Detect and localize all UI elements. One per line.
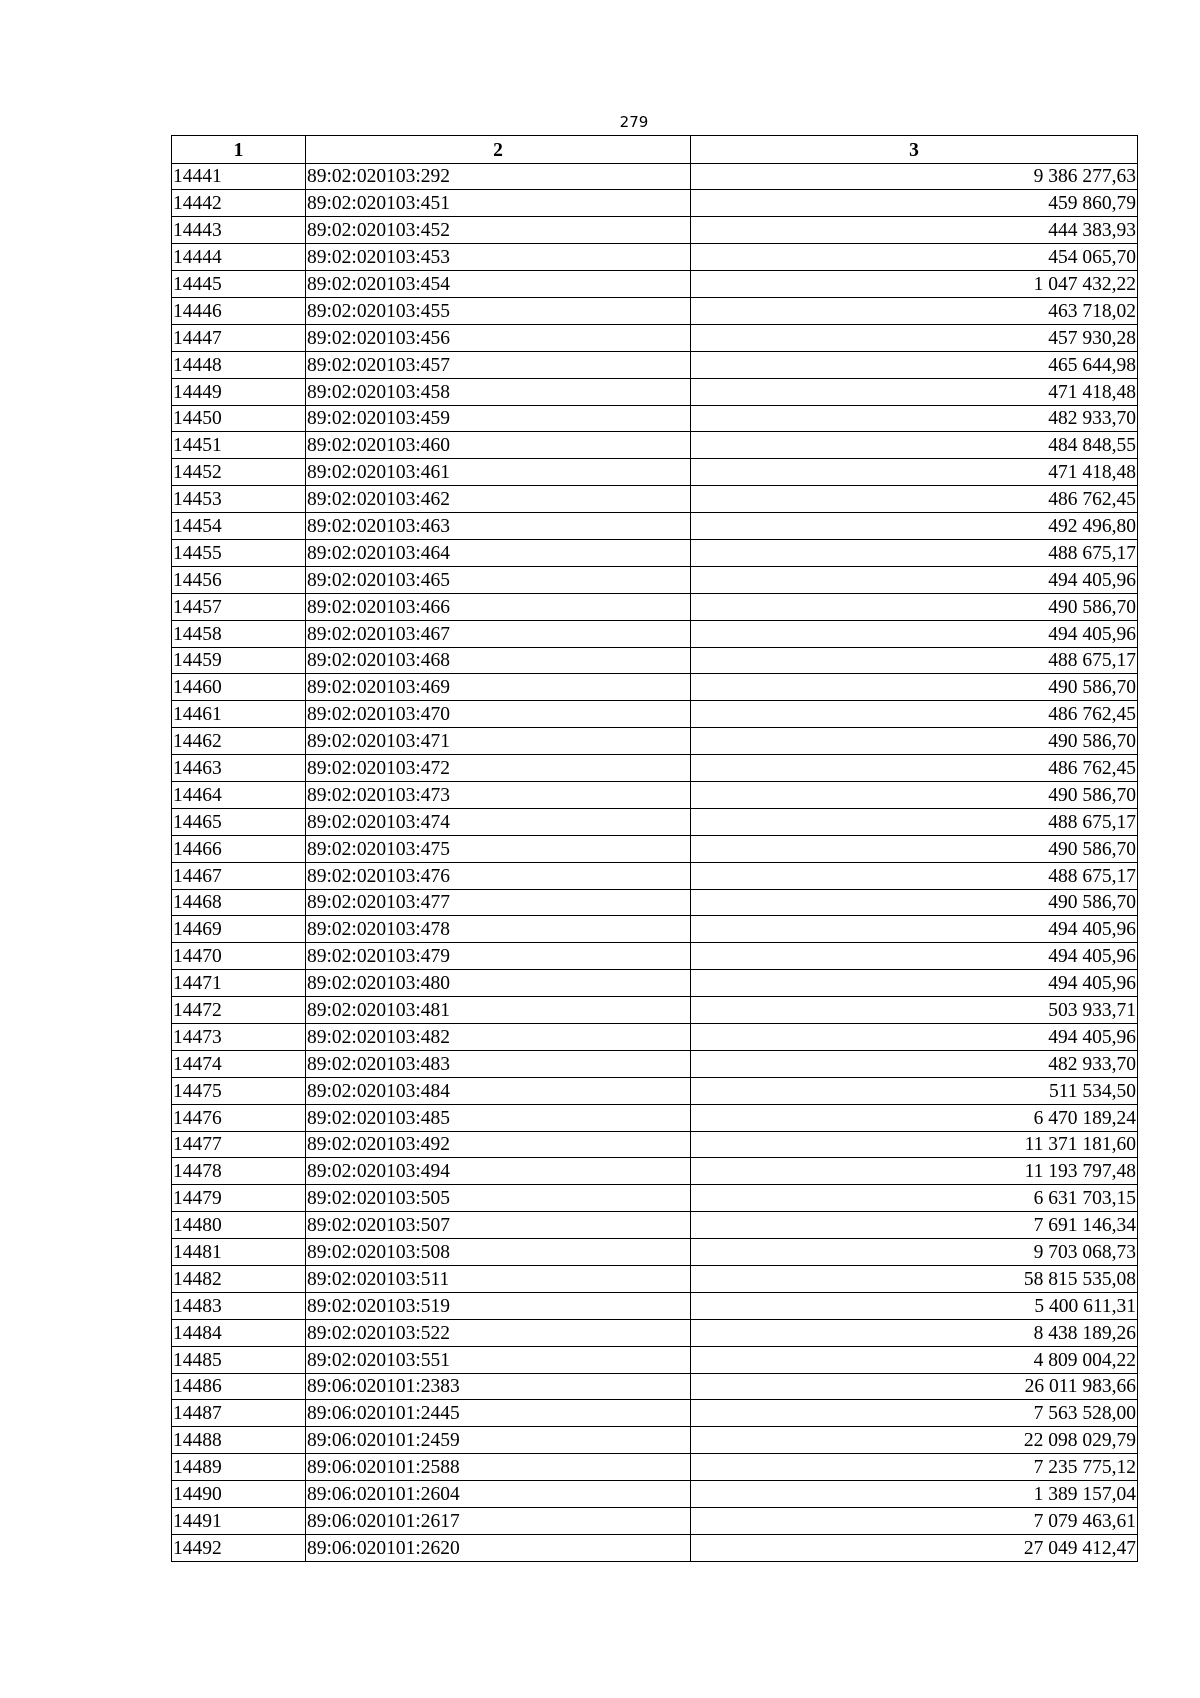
row-number-cell: 14492 (172, 1534, 306, 1561)
row-number-cell: 14489 (172, 1454, 306, 1481)
table-row (172, 459, 1138, 486)
cadastral-value-cell: 488 675,17 (691, 862, 1138, 889)
cadastral-value-cell: 8 438 189,26 (691, 1319, 1138, 1346)
table-row (172, 1481, 1138, 1508)
table-row (172, 1212, 1138, 1239)
cadastral-number-cell: 89:02:020103:458 (306, 378, 691, 405)
cadastral-value-cell: 1 047 432,22 (691, 271, 1138, 298)
cadastral-value-cell: 486 762,45 (691, 755, 1138, 782)
cadastral-number-cell: 89:02:020103:505 (306, 1185, 691, 1212)
row-number-cell: 14443 (172, 217, 306, 244)
cadastral-number-cell: 89:02:020103:471 (306, 728, 691, 755)
table-row (172, 755, 1138, 782)
table-row (172, 297, 1138, 324)
row-number-cell: 14460 (172, 674, 306, 701)
table-row (172, 1427, 1138, 1454)
cadastral-number-cell: 89:02:020103:476 (306, 862, 691, 889)
cadastral-number-cell: 89:02:020103:456 (306, 324, 691, 351)
table-row (172, 835, 1138, 862)
row-number-cell: 14483 (172, 1292, 306, 1319)
table-row (172, 1454, 1138, 1481)
cadastral-number-cell: 89:02:020103:482 (306, 1024, 691, 1051)
cadastral-value-cell: 482 933,70 (691, 405, 1138, 432)
row-number-cell: 14467 (172, 862, 306, 889)
cadastral-value-cell: 9 703 068,73 (691, 1239, 1138, 1266)
cadastral-value-cell: 471 418,48 (691, 378, 1138, 405)
cadastral-number-cell: 89:02:020103:453 (306, 244, 691, 271)
table-row (172, 378, 1138, 405)
table-row (172, 1024, 1138, 1051)
cadastral-value-cell: 11 371 181,60 (691, 1131, 1138, 1158)
cadastral-number-cell: 89:02:020103:470 (306, 701, 691, 728)
cadastral-number-cell: 89:02:020103:474 (306, 808, 691, 835)
cadastral-value-cell: 490 586,70 (691, 835, 1138, 862)
cadastral-value-cell: 494 405,96 (691, 1024, 1138, 1051)
cadastral-number-cell: 89:02:020103:464 (306, 539, 691, 566)
table-row (172, 1400, 1138, 1427)
cadastral-value-cell: 471 418,48 (691, 459, 1138, 486)
cadastral-number-cell: 89:02:020103:460 (306, 432, 691, 459)
row-number-cell: 14442 (172, 190, 306, 217)
table-row (172, 593, 1138, 620)
table-row (172, 808, 1138, 835)
row-number-cell: 14486 (172, 1373, 306, 1400)
table-row (172, 1185, 1138, 1212)
cadastral-value-cell: 488 675,17 (691, 539, 1138, 566)
row-number-cell: 14453 (172, 486, 306, 513)
cadastral-value-cell: 22 098 029,79 (691, 1427, 1138, 1454)
cadastral-number-cell: 89:02:020103:467 (306, 620, 691, 647)
cadastral-number-cell: 89:02:020103:480 (306, 970, 691, 997)
table-body (172, 163, 1138, 1561)
cadastral-value-cell: 7 235 775,12 (691, 1454, 1138, 1481)
cadastral-value-cell: 482 933,70 (691, 1050, 1138, 1077)
cadastral-number-cell: 89:02:020103:483 (306, 1050, 691, 1077)
row-number-cell: 14487 (172, 1400, 306, 1427)
cadastral-number-cell: 89:02:020103:519 (306, 1292, 691, 1319)
cadastral-value-cell: 7 079 463,61 (691, 1508, 1138, 1535)
row-number-cell: 14444 (172, 244, 306, 271)
cadastral-value-cell: 488 675,17 (691, 808, 1138, 835)
table-row (172, 539, 1138, 566)
table-row (172, 1266, 1138, 1293)
cadastral-number-cell: 89:02:020103:551 (306, 1346, 691, 1373)
cadastral-value-cell: 490 586,70 (691, 674, 1138, 701)
row-number-cell: 14475 (172, 1077, 306, 1104)
table-row (172, 1104, 1138, 1131)
row-number-cell: 14441 (172, 163, 306, 190)
cadastral-value-cell: 58 815 535,08 (691, 1266, 1138, 1293)
cadastral-value-cell: 492 496,80 (691, 513, 1138, 540)
row-number-cell: 14470 (172, 943, 306, 970)
table-row (172, 486, 1138, 513)
table-row (172, 1077, 1138, 1104)
table-row (172, 1239, 1138, 1266)
cadastral-value-cell: 7 691 146,34 (691, 1212, 1138, 1239)
cadastral-number-cell: 89:02:020103:465 (306, 566, 691, 593)
cadastral-value-cell: 490 586,70 (691, 593, 1138, 620)
table-row (172, 1373, 1138, 1400)
cadastral-value-table (171, 135, 1138, 1562)
table-row (172, 970, 1138, 997)
cadastral-value-cell: 459 860,79 (691, 190, 1138, 217)
cadastral-number-cell: 89:02:020103:455 (306, 297, 691, 324)
cadastral-value-cell: 488 675,17 (691, 647, 1138, 674)
cadastral-number-cell: 89:02:020103:451 (306, 190, 691, 217)
row-number-cell: 14490 (172, 1481, 306, 1508)
cadastral-number-cell: 89:02:020103:494 (306, 1158, 691, 1185)
row-number-cell: 14474 (172, 1050, 306, 1077)
table-header-row (172, 136, 1138, 164)
row-number-cell: 14452 (172, 459, 306, 486)
row-number-cell: 14491 (172, 1508, 306, 1535)
cadastral-number-cell: 89:02:020103:508 (306, 1239, 691, 1266)
row-number-cell: 14451 (172, 432, 306, 459)
cadastral-number-cell: 89:02:020103:475 (306, 835, 691, 862)
table-row (172, 701, 1138, 728)
table-row (172, 1534, 1138, 1561)
cadastral-value-cell: 4 809 004,22 (691, 1346, 1138, 1373)
column-header-2: 2 (306, 136, 691, 164)
row-number-cell: 14447 (172, 324, 306, 351)
cadastral-value-cell: 6 631 703,15 (691, 1185, 1138, 1212)
table-row (172, 163, 1138, 190)
cadastral-number-cell: 89:02:020103:522 (306, 1319, 691, 1346)
table-row (172, 862, 1138, 889)
table-row (172, 1346, 1138, 1373)
cadastral-value-cell: 463 718,02 (691, 297, 1138, 324)
cadastral-number-cell: 89:02:020103:477 (306, 889, 691, 916)
cadastral-number-cell: 89:02:020103:454 (306, 271, 691, 298)
cadastral-number-cell: 89:02:020103:457 (306, 351, 691, 378)
cadastral-value-cell: 490 586,70 (691, 781, 1138, 808)
table-row (172, 728, 1138, 755)
row-number-cell: 14485 (172, 1346, 306, 1373)
cadastral-number-cell: 89:02:020103:461 (306, 459, 691, 486)
row-number-cell: 14461 (172, 701, 306, 728)
column-header-1: 1 (172, 136, 306, 164)
table-row (172, 1158, 1138, 1185)
row-number-cell: 14482 (172, 1266, 306, 1293)
cadastral-value-cell: 454 065,70 (691, 244, 1138, 271)
cadastral-number-cell: 89:02:020103:484 (306, 1077, 691, 1104)
row-number-cell: 14463 (172, 755, 306, 782)
row-number-cell: 14480 (172, 1212, 306, 1239)
cadastral-value-cell: 490 586,70 (691, 889, 1138, 916)
cadastral-number-cell: 89:02:020103:292 (306, 163, 691, 190)
cadastral-number-cell: 89:02:020103:462 (306, 486, 691, 513)
table-row (172, 1319, 1138, 1346)
table-row (172, 190, 1138, 217)
cadastral-number-cell: 89:02:020103:452 (306, 217, 691, 244)
row-number-cell: 14465 (172, 808, 306, 835)
row-number-cell: 14473 (172, 1024, 306, 1051)
table-row (172, 432, 1138, 459)
row-number-cell: 14477 (172, 1131, 306, 1158)
cadastral-number-cell: 89:02:020103:469 (306, 674, 691, 701)
table-row (172, 620, 1138, 647)
cadastral-value-cell: 490 586,70 (691, 728, 1138, 755)
table-row (172, 244, 1138, 271)
table-row (172, 1508, 1138, 1535)
row-number-cell: 14481 (172, 1239, 306, 1266)
row-number-cell: 14457 (172, 593, 306, 620)
row-number-cell: 14469 (172, 916, 306, 943)
row-number-cell: 14454 (172, 513, 306, 540)
row-number-cell: 14464 (172, 781, 306, 808)
table-row (172, 271, 1138, 298)
cadastral-value-cell: 444 383,93 (691, 217, 1138, 244)
table-row (172, 916, 1138, 943)
row-number-cell: 14468 (172, 889, 306, 916)
cadastral-number-cell: 89:02:020103:468 (306, 647, 691, 674)
cadastral-value-cell: 7 563 528,00 (691, 1400, 1138, 1427)
row-number-cell: 14456 (172, 566, 306, 593)
table-row (172, 1050, 1138, 1077)
table-row (172, 943, 1138, 970)
table-row (172, 674, 1138, 701)
table-row (172, 513, 1138, 540)
cadastral-value-cell: 494 405,96 (691, 970, 1138, 997)
cadastral-value-cell: 494 405,96 (691, 620, 1138, 647)
table-row (172, 351, 1138, 378)
table-row (172, 647, 1138, 674)
cadastral-number-cell: 89:06:020101:2588 (306, 1454, 691, 1481)
row-number-cell: 14476 (172, 1104, 306, 1131)
cadastral-number-cell: 89:02:020103:507 (306, 1212, 691, 1239)
cadastral-number-cell: 89:02:020103:479 (306, 943, 691, 970)
cadastral-value-cell: 484 848,55 (691, 432, 1138, 459)
cadastral-value-cell: 5 400 611,31 (691, 1292, 1138, 1319)
cadastral-value-cell: 27 049 412,47 (691, 1534, 1138, 1561)
cadastral-value-cell: 486 762,45 (691, 701, 1138, 728)
cadastral-value-cell: 26 011 983,66 (691, 1373, 1138, 1400)
row-number-cell: 14462 (172, 728, 306, 755)
row-number-cell: 14484 (172, 1319, 306, 1346)
cadastral-number-cell: 89:06:020101:2445 (306, 1400, 691, 1427)
cadastral-value-cell: 511 534,50 (691, 1077, 1138, 1104)
cadastral-number-cell: 89:06:020101:2459 (306, 1427, 691, 1454)
row-number-cell: 14459 (172, 647, 306, 674)
page-number: 279 (619, 113, 649, 131)
table-row (172, 566, 1138, 593)
cadastral-number-cell: 89:06:020101:2620 (306, 1534, 691, 1561)
row-number-cell: 14472 (172, 997, 306, 1024)
table-row (172, 781, 1138, 808)
row-number-cell: 14448 (172, 351, 306, 378)
cadastral-number-cell: 89:02:020103:492 (306, 1131, 691, 1158)
table-row (172, 997, 1138, 1024)
row-number-cell: 14455 (172, 539, 306, 566)
cadastral-value-cell: 486 762,45 (691, 486, 1138, 513)
cadastral-number-cell: 89:02:020103:478 (306, 916, 691, 943)
cadastral-value-cell: 494 405,96 (691, 566, 1138, 593)
cadastral-number-cell: 89:02:020103:473 (306, 781, 691, 808)
cadastral-value-cell: 9 386 277,63 (691, 163, 1138, 190)
row-number-cell: 14458 (172, 620, 306, 647)
cadastral-number-cell: 89:02:020103:463 (306, 513, 691, 540)
cadastral-value-cell: 503 933,71 (691, 997, 1138, 1024)
cadastral-number-cell: 89:06:020101:2617 (306, 1508, 691, 1535)
table-row (172, 324, 1138, 351)
cadastral-number-cell: 89:02:020103:485 (306, 1104, 691, 1131)
cadastral-value-cell: 494 405,96 (691, 943, 1138, 970)
cadastral-number-cell: 89:02:020103:459 (306, 405, 691, 432)
cadastral-value-cell: 494 405,96 (691, 916, 1138, 943)
table-row (172, 405, 1138, 432)
table-row (172, 1292, 1138, 1319)
cadastral-value-cell: 457 930,28 (691, 324, 1138, 351)
cadastral-number-cell: 89:06:020101:2383 (306, 1373, 691, 1400)
table-row (172, 217, 1138, 244)
cadastral-value-cell: 1 389 157,04 (691, 1481, 1138, 1508)
cadastral-number-cell: 89:02:020103:511 (306, 1266, 691, 1293)
row-number-cell: 14479 (172, 1185, 306, 1212)
row-number-cell: 14478 (172, 1158, 306, 1185)
row-number-cell: 14446 (172, 297, 306, 324)
column-header-3: 3 (691, 136, 1138, 164)
cadastral-number-cell: 89:02:020103:466 (306, 593, 691, 620)
cadastral-number-cell: 89:02:020103:472 (306, 755, 691, 782)
row-number-cell: 14466 (172, 835, 306, 862)
cadastral-number-cell: 89:06:020101:2604 (306, 1481, 691, 1508)
cadastral-value-cell: 11 193 797,48 (691, 1158, 1138, 1185)
row-number-cell: 14488 (172, 1427, 306, 1454)
cadastral-value-cell: 465 644,98 (691, 351, 1138, 378)
row-number-cell: 14445 (172, 271, 306, 298)
cadastral-value-cell: 6 470 189,24 (691, 1104, 1138, 1131)
row-number-cell: 14471 (172, 970, 306, 997)
row-number-cell: 14449 (172, 378, 306, 405)
table-row (172, 889, 1138, 916)
cadastral-number-cell: 89:02:020103:481 (306, 997, 691, 1024)
table-row (172, 1131, 1138, 1158)
row-number-cell: 14450 (172, 405, 306, 432)
